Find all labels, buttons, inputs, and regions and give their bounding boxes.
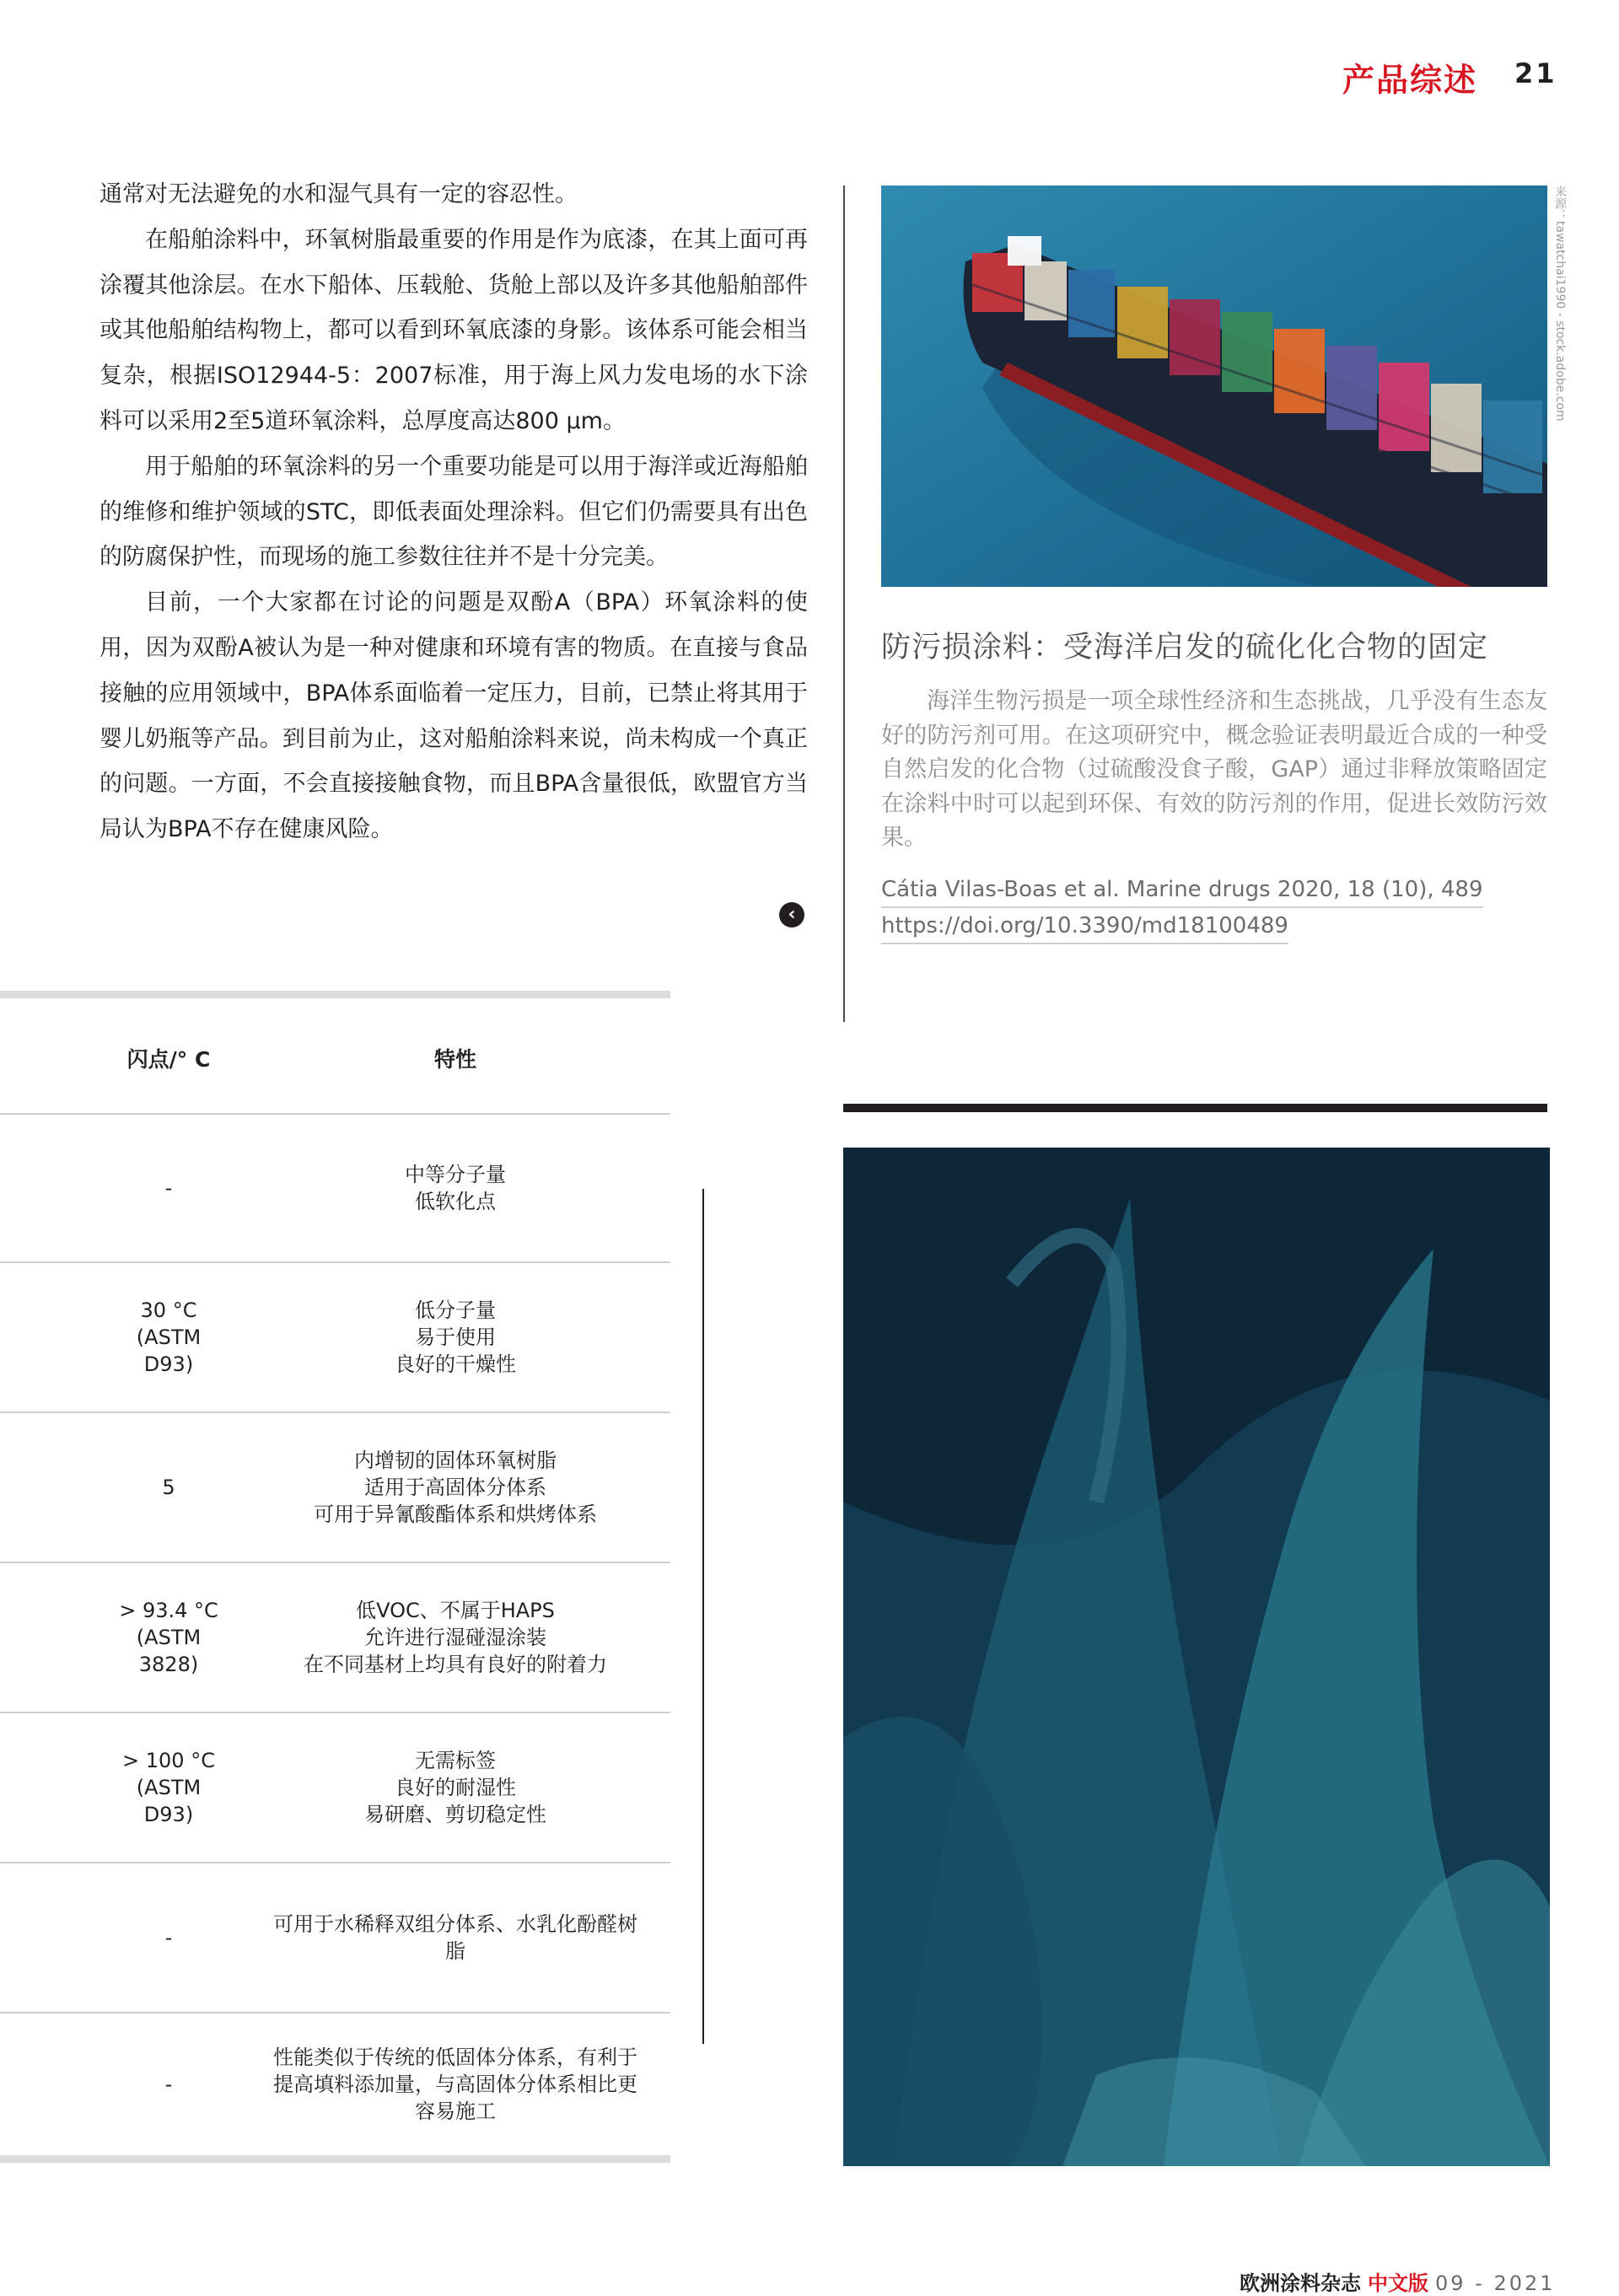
doi-link[interactable]: https://doi.org/10.3390/md18100489 [881,910,1288,944]
table-cell-properties: 内增韧的固体环氧树脂 适用于高固体分体系 可用于异氰酸酯体系和烘烤体系 [314,1449,597,1526]
table-header-flash-point: 闪点/° C [126,1047,211,1072]
footer-edition: 中文版 [1368,2272,1428,2295]
citation-link[interactable]: Cátia Vilas-Boas et al. Marine drugs 2020, 18 (10), 489 [881,874,1483,908]
table-cell-flash: - [164,1926,173,1949]
abstract-sea-painting [843,1148,1550,2166]
page-number: 21 [1514,57,1557,89]
table-cell-flash: 30 °C (ASTM D93) [136,1299,202,1376]
table-cell-flash: > 93.4 °C (ASTM 3828) [119,1599,218,1676]
table-cell-flash: > 100 °C (ASTM D93) [122,1749,215,1826]
paragraph: 在船舶涂料中，环氧树脂最重要的作用是作为底漆，在其上面可再涂覆其他涂层。在水下船体、压载舱、货舱上部以及许多其他船舶部件或其他船舶结构物上，都可以看到环氧底漆的身影。该体系可能会相当复杂，根据ISO12944-5：2007标准，用于海上风力发电场的水下涂料可以采用2至5道环氧涂料，总厚度高达800 μm。 [100,226,808,434]
table-bottom-rule [0,2155,670,2163]
table-cell-properties: 无需标签 良好的耐湿性 易研磨、剪切稳定性 [364,1749,546,1826]
table-cell-properties: 中等分子量 低软化点 [405,1163,506,1213]
table-vertical-line [702,1189,704,2044]
table-cell-flash: 5 [162,1476,175,1499]
footer-issue: 09 - 2021 [1435,2272,1556,2295]
column-divider [843,186,845,1022]
sidebar-body: 海洋生物污损是一项全球性经济和生态挑战，几乎没有生态友好的防污剂可用。在这项研究中，概念验证表明最近合成的一种受自然启发的化合物（过硫酸没食子酸，GAP）通过非释放策略固定在涂料中时可以起到环保、有效的防污剂的作用，促进长效防污效果。 [881,688,1547,851]
table-cell-properties: 低VOC、不属于HAPS 允许进行湿碰湿涂装 在不同基材上均具有良好的附着力 [304,1599,607,1676]
brush-stroke-art-icon [843,1148,1550,2166]
article-body [100,172,808,852]
table-cell-properties: 性能类似于传统的低固体分体系，有利于 提高填料添加量，与高固体分体系相比更 容易施工 [273,2046,637,2123]
table-header-properties: 特性 [433,1047,476,1072]
table-cell-flash: - [164,2073,173,2096]
paragraph: 通常对无法避免的水和湿气具有一定的容忍性。 [100,181,578,207]
back-arrow-icon[interactable]: ‹ [779,902,804,928]
sidebar-title: 防污损涂料：受海洋启发的硫化化合物的固定 [881,631,1489,664]
table-cell-properties: 可用于水稀释双组分体系、水乳化酚醛树 脂 [273,1912,637,1963]
container-ship-icon [881,186,1547,587]
sidebar-citation [881,874,1556,946]
image-top-rule [843,1104,1547,1112]
paragraph: 目前，一个大家都在讨论的问题是双酚A（BPA）环氧涂料的使用，因为双酚A被认为是一种对健康和环境有害的物质。在直接与食品接触的应用领域中，BPA体系面临着一定压力，目前，已禁止将其用于婴儿奶瓶等产品。到目前为止，这对船舶涂料来说，尚未构成一个真正的问题。一方面，不会直接接触食物，而且BPA含量很低，欧盟官方当局认为BPA不存在健康风险。 [100,589,808,843]
container-ship-photo [881,186,1547,587]
section-title: 产品综述 [1342,62,1478,99]
paragraph: 用于船舶的环氧涂料的另一个重要功能是可以用于海洋或近海船舶的维修和维护领域的STC，即低表面处理涂料。但它们仍需要具有出色的防腐保护性，而现场的施工参数往往并不是十分完美。 [100,453,808,571]
table-cell-properties: 低分子量 易于使用 良好的干燥性 [395,1299,516,1376]
footer [1240,2266,1556,2296]
photo-credit: 来源：tawatchai1990 - stock.adobe.com [1553,186,1567,422]
table-cell-flash: - [164,1176,173,1200]
footer-magazine: 欧洲涂料杂志 [1240,2272,1361,2295]
table-top-rule [0,991,670,998]
